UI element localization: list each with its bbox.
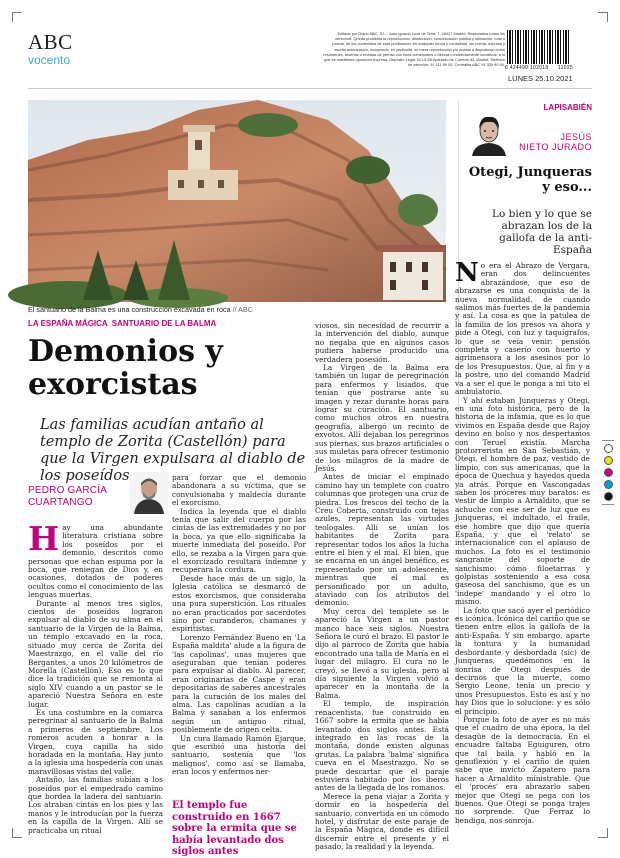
opinion-paragraph: o era el Abrazo de Vergara, eran dos delincuentes abrazándose, que eso de abrazarse es una conquista de la nueva normalidad, de cuando salimos más fuertes de la pandemia y así. La cosa es que la patulea de la familia de los presos va ahora y pide a Otegi, con luz y taquígrafos, lo que se veía venir: pensión completa y caserío con huerto y agrimensora a los asesinos por lo de los Presupuestos. Que, al fin y a la postre, uno del comando Madrid va a ser el que le ponga a mi tito el ambulatorio. <box>455 261 590 397</box>
article-paragraph: Durante al menos tres siglos, cientos de poseídos lograron expulsar al diablo de su alma en el santuario de la Virgen de la Balma, un templo excavado en la roca, situado muy cerca de Zorita del Maestrazgo, en el valle del río Bergantes, a unos 20 kilómetros de Morella (Castellón). Eso es lo que dice la tradición que se remonta al siglo XIV cuando a un pastor se le apareció Nuestra Señora en este lugar. <box>28 598 163 709</box>
photo-credit: // ABC <box>232 305 253 314</box>
crop-mark <box>598 12 608 22</box>
opinion-author-illustration <box>466 114 512 156</box>
author-last-name: CUARTANGO <box>28 497 93 508</box>
photo-caption <box>28 305 446 314</box>
article-paragraph: Indica la leyenda que el diablo tenía que salir del cuerpo por las cintas de las extremidades y no por la boca, ya que ello significaba la muerte inmediata del poseído. Por ello, se rezaba a la Virgen para que el exorcizado resultara indemne y recuperara la cordura. <box>172 506 306 575</box>
article-paragraph: para forzar que el demonio abandonara a su víctima, que se convulsionaba y maldecía durante el exorcismo. <box>172 473 306 508</box>
author-avatar <box>130 472 168 514</box>
opinion-paragraph: La foto que sacó ayer el periódico es icónica. Icónica del cariño que se tienen entre ellos la gallofa de la anti-España. Y sin embargo, aparte la tontura y la humanidad desbordante y desbordada (sic) de Junqueras, quedémonos en la sonrisa de Otegi después de decirnos que la muerte, como Sergio Leone, tenía un precio y unos Presupuestos. Esto es así y no hay Dios que lo solucione: y es sólo el principio. <box>455 605 590 716</box>
article-paragraph: Antes de iniciar el empinado camino hay un templete con cuatro columnas que protegen una cruz de piedra. Los frescos del techo de la Creu Coberta, construido con tejas azules, representan las virtudes teologales. Allí se unían los habitantes de Zorita para representar todos los años la lucha entre el bien y el mal. El bien, que se encarna en un ángel benéfico, es representado por un adolescente, mientras que el mal es personificado por un adulto, ataviado con los atributos del demonio. <box>315 472 449 608</box>
registration-dot <box>604 456 613 465</box>
article-paragraph: La Virgen de la Balma era también un lugar de peregrinación para enfermos y lisiados, que tenían que postrarse ante su imagen y rezar durante horas para lograr su curación. El santuario, como muchos otros en nuestra geografía, albergó un recinto de exvotos. Allí dejaban los peregrinos sus piernas, sus brazos artificiales o sus muletas para ofrecer testimonio de los milagros de la madre de Jesús. <box>315 363 449 473</box>
registration-marks <box>601 440 615 505</box>
article-dropcap: H <box>28 519 60 558</box>
opinion-title: Otegi, Junqueras y eso... <box>468 165 592 195</box>
pull-quote: El templo fue construido en 1667 sobre la ermita que se había levantado dos siglos antes <box>172 800 297 858</box>
issue-number: 11025 <box>557 65 573 71</box>
sanctuary-photo <box>28 100 446 302</box>
opinion-author-first: JESÚS <box>560 132 592 142</box>
article-column-2 <box>172 474 306 777</box>
legal-notice: Editado por Diario ABC, S.L., Juan Ignacio Luca de Tena, 7. 28027 Madrid. Reservados todos los derechos. Queda prohibida la reproducción, distribución, comunicación pública y utilización, total o parcial, de los contenidos de esta publicación, en cualquier forma y modalidad, sin previa, expresa y escrita autorización, incluyendo, en particular, su mera reproducción y/o puesta a disposición como resúmenes, reseñas o revistas de prensa con fines comerciales o directa o indirectamente lucrativos, a lo que se manifiesta oposición expresa. Depósito Legal: M-13-58 Apartado de Correos 43. Madrid. Teléfono de atención: 91 111 99 00. Centralita ABC 91 339 90 00. <box>323 31 505 68</box>
registration-dot <box>604 480 613 489</box>
barcode-digits: 8 424490 102018 <box>505 65 549 71</box>
article-paragraph: Muy cerca del templete se le apareció la Virgen a un pastor manco hace seis siglos. Nuestra Señora le curó el brazo. El pastor le dijo al párroco de Zorita que había encontrado una talla de María en el lugar del milagro. El cura no le creyó, se llevó a su iglesia, pero al día siguiente la Virgen volvió a aparecer en la montaña de la Balma. <box>315 606 449 700</box>
article-byline <box>28 485 118 509</box>
registration-dot <box>604 492 613 501</box>
registration-dot <box>604 444 613 453</box>
registration-line <box>602 440 614 441</box>
kicker-topic: SANTUARIO DE LA BALMA <box>111 319 217 328</box>
opinion-dropcap: N <box>455 258 479 288</box>
article-paragraph: viosos, sin necesidad de recurrir a la intervención del diablo, aunque no negaba que en algunos casos pudiera haberse producido una verdadera posesión. <box>315 321 449 364</box>
opinion-paragraph: Porque la foto de ayer es no más que el cuadro de una época, la del desagüe de la democracia. En el encuadre faltaba Eguiguren, otro que tal baila y habló en la genuflexión y el cariño de quien sabe que invictó Zapatero para hacer a Arnaldito mínistrable. Que el 'procés' era abrazarlo saben mejor que Otegi se pega con los buenos. Que Otegi se ponga trajes no sorprende. Que Ferraz lo bendiga, nos sonroja. <box>455 714 590 825</box>
article-paragraph: Merece la pena viajar a Zorita y dormir en la hospedería del santuario, convertida en un cómodo hotel, y disfrutar de este paraje de la España Mágica, donde es difícil discernir entre el presente y el pasado, la realidad y la leyenda. <box>315 791 449 852</box>
article-paragraph: Desde hace más de un siglo, la Iglesia católica se desmarcó de estos exorcismos, que consideraba una pura superstición. Los rituales no eran practicados por sacerdotes sino por curanderos, chamanes y espiritistas. <box>172 573 306 634</box>
opinion-section: LAPISABIÉN <box>543 103 592 112</box>
registration-line <box>602 504 614 505</box>
article-paragraph: El templo, de inspiración renacentista, fue construido en 1667 sobre la ermita que se había levantado dos siglos antes. Está integrado en las rocas de la montaña, donde existen algunas grutas. La palabra 'balma' significa cueva en el Maestrazgo. No se puede descartar que el paraje estuviera habitado por los íberos antes de la llegada de los romanos. <box>315 699 449 793</box>
vocento-logo: vocento <box>28 53 71 67</box>
article-paragraph: Antaño, las familias subían a los poseídos por el empedrado camino que bordea la ladera del santuario. Los atraban cintas en los pies y las manos y le introducían por la fuerza en la capilla de la Virgen. Allí se practicaba un ritual <box>28 775 163 835</box>
opinion-body <box>455 258 590 825</box>
article-headline: Demonios y exorcistas <box>28 334 223 402</box>
opinion-subtitle: Lo bien y lo que se abrazan los de la gallofa de la anti-España <box>492 208 592 256</box>
crop-mark <box>12 12 22 22</box>
kicker-section: LA ESPAÑA MÁGICA <box>28 319 108 328</box>
registration-dot <box>604 468 613 477</box>
opinion-author-last: NIETO JURADO <box>519 142 592 152</box>
article-paragraph: Un cura llamado Ramón Ejarque, que escribió una historia del santuario, sostenía que 'los malignos', como así se llamaba, eran locos y enfermos ner- <box>172 733 306 777</box>
article-paragraph: Lorenzo Fernández Bueno en 'La España maldita' alude a la figura de 'las capolinas', unas mujeres que aseguraban que tenían poderes para expulsar al diablo. Al parecer, eran originarias de Caspe y eran depositarias de saberes ancestrales para la curación de los males del alma. Las capolinas acudían a la Balma y sanaban a los enfermos según un antiguo ritual, posiblemente de origen celta. <box>172 632 306 735</box>
article-subhead: Las familias acudían antaño al templo de Zorita (Castellón) para que la Virgen expulsara al diablo de los poseídos <box>40 417 306 484</box>
author-first-name: PEDRO GARCÍA <box>28 485 108 496</box>
crop-mark <box>598 828 608 838</box>
top-divider <box>28 88 592 89</box>
article-column-1 <box>28 519 163 835</box>
issue-date: LUNES 25.10.2021 <box>508 74 573 83</box>
article-paragraph: ay una abundante literatura cristiana sobre los poseídos por el demonio, descritos como personas que echan espuma por la boca, que reniegan de Dios y, en ocasiones, dotados de poderes ocultos como el conocimiento de las lenguas muertas. <box>28 523 163 600</box>
article-column-3 <box>315 322 449 852</box>
opinion-paragraph: Y ahí estaban Junqueras y Otegi, en una foto histórica, pero de la historia de la infamia, que es lo que vivimos en España desde que Rajoy devino en bolso y nos despertamos con Teruel existía. Marcha protorrerista en San Sebastián, y Otegi, el hombre de paz, vestido de limpio, con sus americanas, que la época de Quechua y hayedos queda ya atrás. Porque en Vascongadas saben los próceres muy baratos: es vestir de limpio a Arnaldito, que se achuche con ese ser de luz que es Junqueras, el indultado, el fraile, ese hombre que dijo que quería España, y que el 'relato' se internacionalice con el aplauso de muchos. La foto es el testimonio sangrante del soporte de sanchismo: cómo filoetarras y golpistas sosteniendo a esa cosa gaseosa del sanchismo, que es un 'indepe' mandando y el otro lo mismo. <box>455 395 590 607</box>
crop-mark <box>12 828 22 838</box>
sanctuary-illustration <box>28 100 446 302</box>
barcode-number <box>505 65 573 71</box>
opinion-author-avatar <box>466 114 512 156</box>
barcode <box>507 30 569 64</box>
article-paragraph: Es una costumbre en la comarca peregrinar al santuario de la Balma a primeros de septiembre. Los romeros acuden a honrar a la Virgen, cuya capilla ha sido horadada en la montaña. Hay junto a la iglesia una hospedería con unas maravillosas vistas del valle. <box>28 707 163 776</box>
author-portrait-illustration <box>130 472 168 514</box>
abc-logo: ABC <box>28 30 73 54</box>
article-kicker <box>28 319 216 328</box>
caption-text: El santuario de la Balma es una construcción excavada en roca <box>28 305 231 314</box>
masthead <box>28 30 73 67</box>
